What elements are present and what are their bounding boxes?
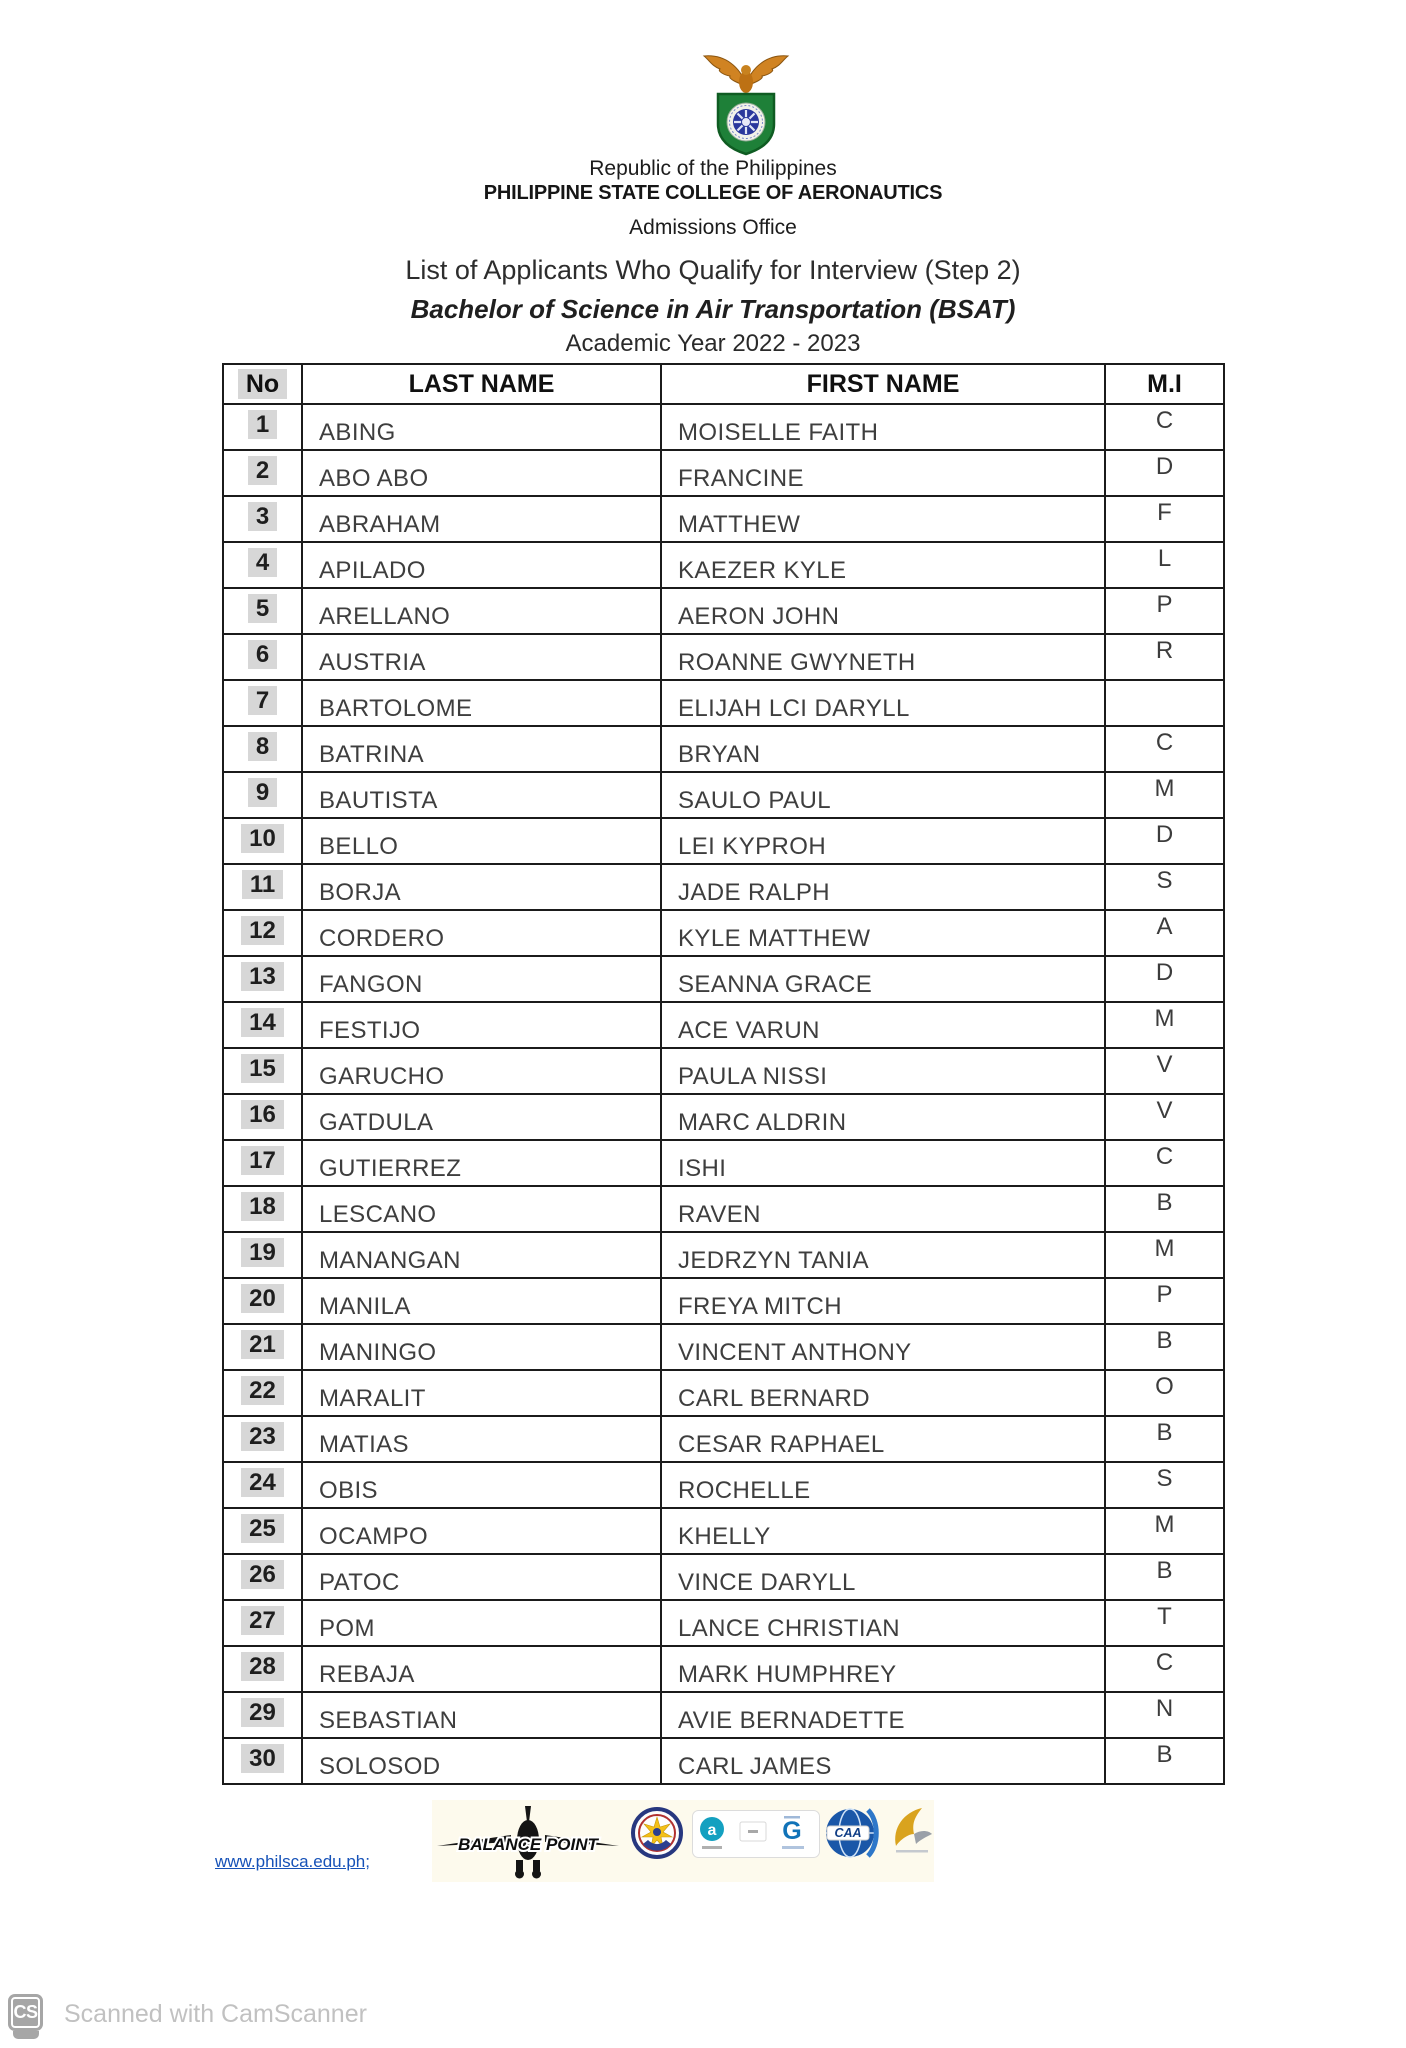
academic-year: Academic Year 2022 - 2023 xyxy=(565,330,861,357)
row-number: 13 xyxy=(241,962,284,992)
first-name-cell: VINCE DARYLL xyxy=(661,1554,1105,1600)
caa-globe-logo xyxy=(824,1804,880,1867)
last-name-cell: MANANGAN xyxy=(302,1232,661,1278)
last-name-cell: REBAJA xyxy=(302,1646,661,1692)
row-number-cell xyxy=(223,910,302,956)
last-name-cell: SOLOSOD xyxy=(302,1738,661,1784)
first-name-cell: VINCENT ANTHONY xyxy=(661,1324,1105,1370)
row-number-cell xyxy=(223,864,302,910)
first-name-cell: ROANNE GWYNETH xyxy=(661,634,1105,680)
table-row xyxy=(223,1508,1224,1554)
applicants-table xyxy=(222,363,1225,1785)
last-name-cell: APILADO xyxy=(302,542,661,588)
middle-initial-cell: F xyxy=(1105,496,1224,542)
row-number: 15 xyxy=(241,1054,284,1084)
row-number-cell xyxy=(223,1554,302,1600)
last-name-cell: AUSTRIA xyxy=(302,634,661,680)
first-name-cell: CESAR RAPHAEL xyxy=(661,1416,1105,1462)
middle-initial-cell: P xyxy=(1105,588,1224,634)
first-name-cell: CARL JAMES xyxy=(661,1738,1105,1784)
row-number-cell xyxy=(223,1002,302,1048)
first-name-cell: BRYAN xyxy=(661,726,1105,772)
program-title: Bachelor of Science in Air Transportation (BSAT) xyxy=(410,294,1016,324)
row-number-cell xyxy=(223,1278,302,1324)
table-row xyxy=(223,1600,1224,1646)
caa-label: CAA xyxy=(834,1826,862,1840)
row-number: 24 xyxy=(241,1468,284,1498)
middle-initial-cell xyxy=(1105,680,1224,726)
round-seal-logo xyxy=(630,1806,684,1865)
table-row xyxy=(223,1692,1224,1738)
office-name: Admissions Office xyxy=(629,216,797,239)
table-row xyxy=(223,726,1224,772)
middle-initial-cell: C xyxy=(1105,404,1224,450)
first-name-cell: MOISELLE FAITH xyxy=(661,404,1105,450)
middle-initial-cell: A xyxy=(1105,910,1224,956)
last-name-cell: MARALIT xyxy=(302,1370,661,1416)
table-row xyxy=(223,864,1224,910)
last-name-cell: GARUCHO xyxy=(302,1048,661,1094)
middle-initial-cell: R xyxy=(1105,634,1224,680)
row-number: 29 xyxy=(241,1698,284,1728)
first-name-cell: FREYA MITCH xyxy=(661,1278,1105,1324)
last-name-cell: SEBASTIAN xyxy=(302,1692,661,1738)
row-number-cell xyxy=(223,450,302,496)
row-number: 30 xyxy=(241,1744,284,1774)
camscanner-icon-tab xyxy=(13,2031,39,2039)
row-number: 25 xyxy=(241,1514,284,1544)
table-row xyxy=(223,818,1224,864)
republic-line: Republic of the Philippines xyxy=(589,157,837,180)
row-number-cell xyxy=(223,1232,302,1278)
first-name-cell: MATTHEW xyxy=(661,496,1105,542)
first-name-cell: KAEZER KYLE xyxy=(661,542,1105,588)
table-row xyxy=(223,1278,1224,1324)
last-name-cell: OBIS xyxy=(302,1462,661,1508)
last-name-cell: MANINGO xyxy=(302,1324,661,1370)
first-name-cell: CARL BERNARD xyxy=(661,1370,1105,1416)
table-row xyxy=(223,1646,1224,1692)
column-header-mi: M.I xyxy=(1105,364,1224,404)
accreditation-marks-logo xyxy=(692,1810,820,1863)
row-number-cell xyxy=(223,496,302,542)
table-row xyxy=(223,1554,1224,1600)
row-number: 27 xyxy=(241,1606,284,1636)
balance-point-label: BALANCE POINT xyxy=(458,1835,598,1854)
last-name-cell: ARELLANO xyxy=(302,588,661,634)
first-name-cell: SEANNA GRACE xyxy=(661,956,1105,1002)
table-row xyxy=(223,910,1224,956)
table-row xyxy=(223,588,1224,634)
column-header-first-name: FIRST NAME xyxy=(661,364,1105,404)
row-number-cell xyxy=(223,726,302,772)
row-number: 17 xyxy=(241,1146,284,1176)
first-name-cell: JADE RALPH xyxy=(661,864,1105,910)
table-row xyxy=(223,680,1224,726)
middle-initial-cell: D xyxy=(1105,450,1224,496)
row-number-cell xyxy=(223,1738,302,1784)
row-number-cell xyxy=(223,1324,302,1370)
row-number: 18 xyxy=(241,1192,284,1222)
row-number: 19 xyxy=(241,1238,284,1268)
row-number-cell xyxy=(223,634,302,680)
row-number: 23 xyxy=(241,1422,284,1452)
middle-initial-cell: L xyxy=(1105,542,1224,588)
last-name-cell: BAUTISTA xyxy=(302,772,661,818)
first-name-cell: ISHI xyxy=(661,1140,1105,1186)
last-name-cell: OCAMPO xyxy=(302,1508,661,1554)
last-name-cell: LESCANO xyxy=(302,1186,661,1232)
table-row xyxy=(223,1186,1224,1232)
middle-initial-cell: C xyxy=(1105,1646,1224,1692)
row-number-cell xyxy=(223,542,302,588)
row-number: 3 xyxy=(248,502,277,532)
row-number: 26 xyxy=(241,1560,284,1590)
college-name: PHILIPPINE STATE COLLEGE OF AERONAUTICS xyxy=(483,182,943,204)
column-header-last-name: LAST NAME xyxy=(302,364,661,404)
middle-initial-cell: B xyxy=(1105,1416,1224,1462)
table-row xyxy=(223,496,1224,542)
first-name-cell: MARC ALDRIN xyxy=(661,1094,1105,1140)
middle-initial-cell: B xyxy=(1105,1324,1224,1370)
middle-initial-cell: O xyxy=(1105,1370,1224,1416)
row-number: 11 xyxy=(242,870,283,900)
first-name-cell: SAULO PAUL xyxy=(661,772,1105,818)
first-name-cell: FRANCINE xyxy=(661,450,1105,496)
row-number-cell xyxy=(223,1508,302,1554)
middle-initial-cell: D xyxy=(1105,956,1224,1002)
last-name-cell: ABRAHAM xyxy=(302,496,661,542)
middle-initial-cell: S xyxy=(1105,1462,1224,1508)
last-name-cell: ABO ABO xyxy=(302,450,661,496)
row-number-cell xyxy=(223,1416,302,1462)
row-number-cell xyxy=(223,1600,302,1646)
header-row xyxy=(223,364,1224,404)
row-number: 6 xyxy=(248,640,277,670)
row-number-cell xyxy=(223,1370,302,1416)
college-seal-logo xyxy=(700,46,792,158)
last-name-cell: FESTIJO xyxy=(302,1002,661,1048)
first-name-cell: AVIE BERNADETTE xyxy=(661,1692,1105,1738)
gold-emblem-logo xyxy=(888,1804,934,1865)
middle-initial-cell: M xyxy=(1105,1002,1224,1048)
middle-initial-cell: S xyxy=(1105,864,1224,910)
row-number-cell xyxy=(223,1462,302,1508)
last-name-cell: ABING xyxy=(302,404,661,450)
last-name-cell: BATRINA xyxy=(302,726,661,772)
middle-initial-cell: M xyxy=(1105,772,1224,818)
first-name-cell: JEDRZYN TANIA xyxy=(661,1232,1105,1278)
last-name-cell: FANGON xyxy=(302,956,661,1002)
row-number-cell xyxy=(223,680,302,726)
middle-initial-cell: B xyxy=(1105,1738,1224,1784)
table-row xyxy=(223,1370,1224,1416)
row-number-cell xyxy=(223,588,302,634)
row-number: 9 xyxy=(248,778,277,808)
camscanner-watermark: Scanned with CamScanner xyxy=(64,2000,367,2028)
middle-initial-cell: C xyxy=(1105,1140,1224,1186)
first-name-cell: PAULA NISSI xyxy=(661,1048,1105,1094)
column-header-no: No xyxy=(223,364,302,404)
row-number: 4 xyxy=(248,548,277,578)
first-name-cell: KYLE MATTHEW xyxy=(661,910,1105,956)
first-name-cell: LANCE CHRISTIAN xyxy=(661,1600,1105,1646)
row-number: 8 xyxy=(248,732,277,762)
last-name-cell: POM xyxy=(302,1600,661,1646)
last-name-cell: PATOC xyxy=(302,1554,661,1600)
row-number-cell xyxy=(223,1646,302,1692)
middle-initial-cell: C xyxy=(1105,726,1224,772)
accreditation-letter-a: a xyxy=(707,1822,717,1839)
row-number: 16 xyxy=(241,1100,284,1130)
row-number-cell xyxy=(223,1186,302,1232)
middle-initial-cell: T xyxy=(1105,1600,1224,1646)
middle-initial-cell: D xyxy=(1105,818,1224,864)
last-name-cell: CORDERO xyxy=(302,910,661,956)
first-name-cell: ACE VARUN xyxy=(661,1002,1105,1048)
row-number-cell xyxy=(223,1048,302,1094)
table-row xyxy=(223,542,1224,588)
row-number-cell xyxy=(223,1140,302,1186)
table-row xyxy=(223,450,1224,496)
row-number: 22 xyxy=(241,1376,284,1406)
college-seal-eagle xyxy=(704,56,788,93)
row-number: 20 xyxy=(241,1284,284,1314)
row-number: 7 xyxy=(248,686,277,716)
camscanner-icon: CS xyxy=(8,1994,43,2031)
first-name-cell: ELIJAH LCI DARYLL xyxy=(661,680,1105,726)
first-name-cell: AERON JOHN xyxy=(661,588,1105,634)
first-name-cell: ROCHELLE xyxy=(661,1462,1105,1508)
first-name-cell: LEI KYPROH xyxy=(661,818,1105,864)
row-number: 28 xyxy=(241,1652,284,1682)
first-name-cell: RAVEN xyxy=(661,1186,1105,1232)
row-number: 14 xyxy=(241,1008,284,1038)
row-number: 10 xyxy=(241,824,284,854)
middle-initial-cell: B xyxy=(1105,1554,1224,1600)
table-row xyxy=(223,956,1224,1002)
table-row xyxy=(223,404,1224,450)
first-name-cell: MARK HUMPHREY xyxy=(661,1646,1105,1692)
last-name-cell: BORJA xyxy=(302,864,661,910)
row-number: 5 xyxy=(248,594,277,624)
table-row xyxy=(223,1048,1224,1094)
first-name-cell: KHELLY xyxy=(661,1508,1105,1554)
website-link[interactable]: www.philsca.edu.ph; xyxy=(215,1852,370,1871)
document-title: List of Applicants Who Qualify for Interview (Step 2) xyxy=(405,255,1021,285)
college-seal-shield xyxy=(718,94,774,154)
row-number-cell xyxy=(223,1692,302,1738)
table-row xyxy=(223,1002,1224,1048)
row-number-cell xyxy=(223,956,302,1002)
middle-initial-cell: V xyxy=(1105,1094,1224,1140)
middle-initial-cell: M xyxy=(1105,1508,1224,1554)
row-number-cell xyxy=(223,1094,302,1140)
middle-initial-cell: B xyxy=(1105,1186,1224,1232)
row-number: 12 xyxy=(241,916,284,946)
middle-initial-cell: P xyxy=(1105,1278,1224,1324)
middle-initial-cell: N xyxy=(1105,1692,1224,1738)
table-row xyxy=(223,772,1224,818)
middle-initial-cell: M xyxy=(1105,1232,1224,1278)
table-row xyxy=(223,1462,1224,1508)
table-row xyxy=(223,1324,1224,1370)
table-row xyxy=(223,1094,1224,1140)
row-number: 21 xyxy=(241,1330,284,1360)
last-name-cell: BELLO xyxy=(302,818,661,864)
table-row xyxy=(223,1738,1224,1784)
accreditation-letter-g: G xyxy=(782,1817,802,1845)
balance-point-logo xyxy=(433,1800,623,1889)
last-name-cell: GATDULA xyxy=(302,1094,661,1140)
table-row xyxy=(223,1140,1224,1186)
table-row xyxy=(223,634,1224,680)
middle-initial-cell: V xyxy=(1105,1048,1224,1094)
row-number-cell xyxy=(223,818,302,864)
row-number-cell xyxy=(223,772,302,818)
table-row xyxy=(223,1232,1224,1278)
row-number-cell xyxy=(223,404,302,450)
last-name-cell: GUTIERREZ xyxy=(302,1140,661,1186)
last-name-cell: BARTOLOME xyxy=(302,680,661,726)
table-row xyxy=(223,1416,1224,1462)
row-number: 2 xyxy=(248,456,277,486)
last-name-cell: MATIAS xyxy=(302,1416,661,1462)
last-name-cell: MANILA xyxy=(302,1278,661,1324)
row-number: 1 xyxy=(248,410,277,440)
